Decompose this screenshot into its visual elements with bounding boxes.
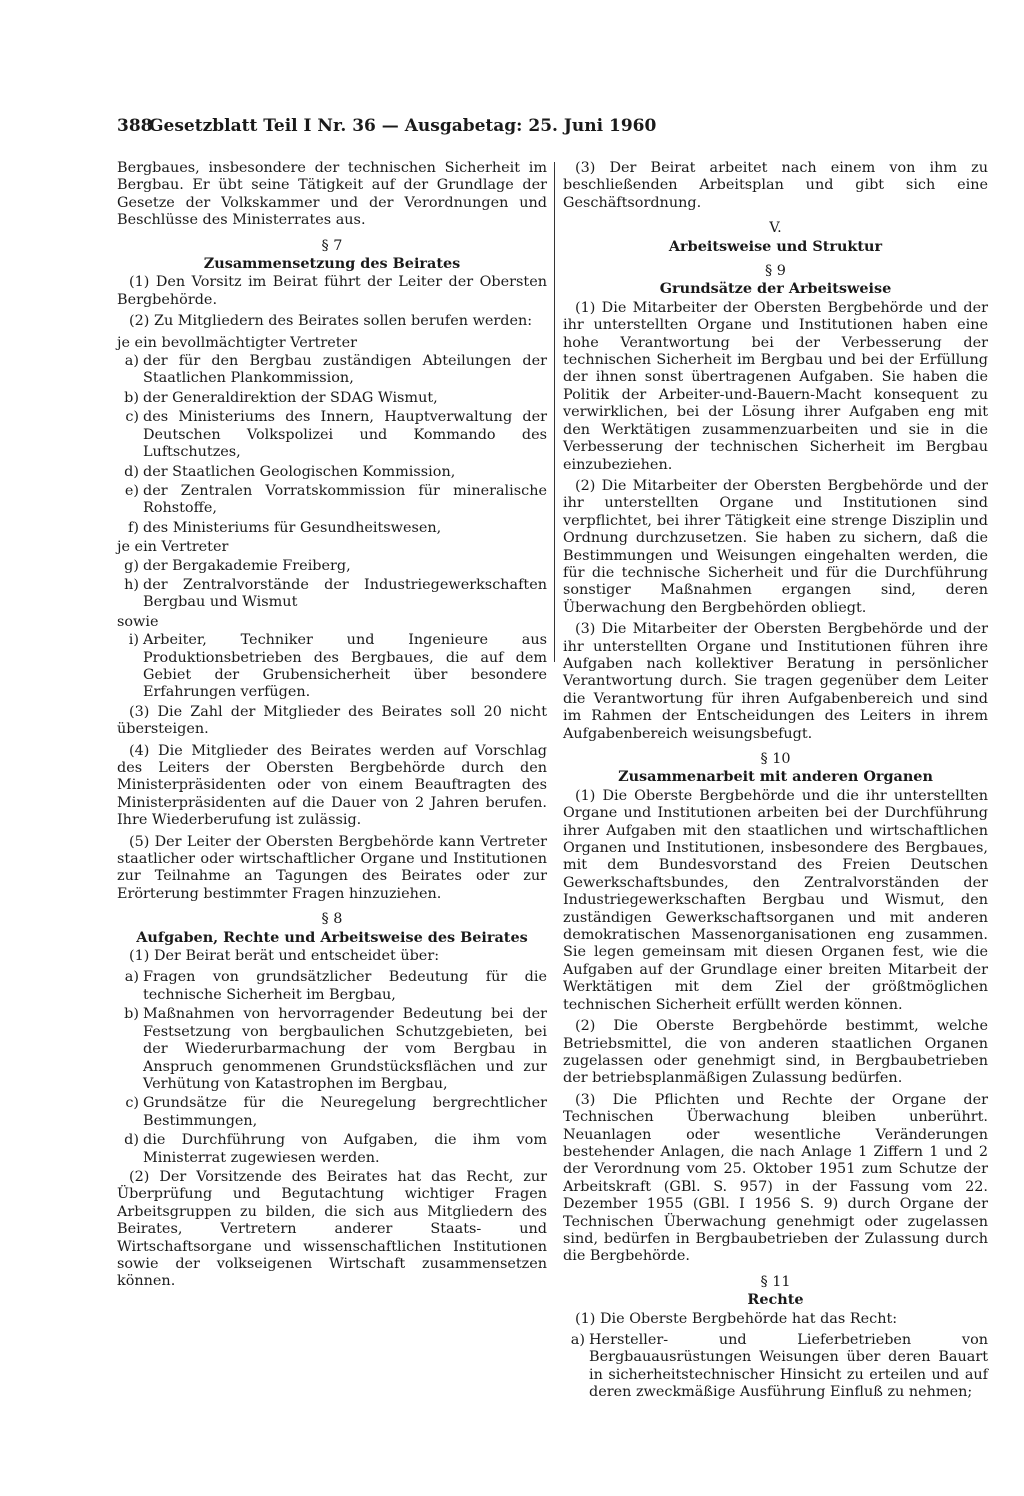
section-8-paragraph-3: (3) Der Beirat arbeitet nach einem von ihm zu beschließenden Arbeitsplan und gibt sich eine Geschäftsordnung. [563, 160, 988, 211]
section-7-number: § 7 [321, 237, 343, 254]
left-column [117, 160, 547, 1295]
group-label-1: je ein bevollmächtigter Vertreter [117, 334, 357, 351]
part-number: V. [769, 220, 782, 237]
section-10-paragraph-2: (2) Die Oberste Bergbehörde bestimmt, welche Betriebsmittel, die von anderen staatlichen Organen zugelassen oder genehmigt sind, in Bergbaubetrieben der betriebsplanmäßigen Zulassung bedürfen. [563, 1018, 988, 1087]
list-item-label: c) [125, 1095, 139, 1112]
header-title: Gesetzblatt Teil I Nr. 36 — Ausgabetag: 25. Juni 1960 [149, 116, 657, 136]
list-item-label: a) [124, 969, 139, 986]
list-item [117, 1132, 547, 1167]
section-8-number: § 8 [321, 911, 343, 928]
section-9-title: Grundsätze der Arbeitsweise [659, 280, 892, 298]
section-9-paragraph-3: (3) Die Mitarbeiter der Obersten Bergbehörde und der ihr unterstellten Organe und Institutionen führen ihre Aufgaben nach kollektiver Beratung in persönlicher Verantwortung durch. Sie tragen gegenüber dem Leiter die Verantwortung für ihren Aufgabenbereich und sind im Rahmen der Entscheidungen des Leiters in ihrem Aufgabenbereich weisungsbefugt. [563, 621, 988, 742]
list-item-text: Maßnahmen von hervorragender Bedeutung bei der Festsetzung von bergbaulichen Schutzgebieten, bei der Wiederurbarmachung der vom Bergbau in Anspruch genommenen Grundstücksflächen und zur Verhütung von Katastrophen im Bergbau, [143, 1006, 547, 1092]
list-item [117, 632, 547, 702]
section-7-paragraph-2: (2) Zu Mitgliedern des Beirates sollen berufen werden: [129, 313, 533, 330]
list-item-label: c) [125, 409, 139, 426]
list-item [117, 1095, 547, 1130]
section-8-title: Aufgaben, Rechte und Arbeitsweise des Beirates [136, 928, 528, 946]
list-item-label: g) [124, 557, 139, 574]
intro-paragraph: Bergbaues, insbesondere der technischen Sicherheit im Bergbau. Er übt seine Tätigkeit auf der Grundlage der Gesetze der Volkskammer und der Verordnungen und Beschlüsse des Ministerrates aus. [117, 160, 547, 229]
list-item-text: der für den Bergbau zuständigen Abteilungen der Staatlichen Plankommission, [143, 353, 547, 387]
section-10-number: § 10 [760, 751, 791, 767]
page-number: 388 [117, 116, 153, 136]
list-item-label: e) [124, 482, 139, 499]
list-item [117, 464, 547, 481]
list-item [117, 558, 547, 575]
list-item-text: des Ministeriums für Gesundheitswesen, [143, 519, 442, 536]
list-item [117, 483, 547, 518]
list-item-label: d) [124, 1132, 139, 1149]
section-7-paragraph-4: (4) Die Mitglieder des Beirates werden auf Vorschlag des Leiters der Obersten Bergbehörde durch den Ministerpräsidenten oder von einem Beauftragten des Ministerpräsidenten auf die Dauer von 2 Jahren berufen. Ihre Wiederberufung ist zulässig. [117, 742, 547, 829]
list-item-text: Grundsätze für die Neuregelung bergrechtlicher Bestimmungen, [143, 1095, 547, 1129]
list-item-text: Arbeiter, Techniker und Ingenieure aus Produktionsbetrieben des Bergbaues, die auf dem Gebiet der Grubensicherheit über besondere Erfahrungen verfügen. [143, 632, 547, 701]
group-label-2: je ein Vertreter [117, 539, 229, 556]
section-9-paragraph-2: (2) Die Mitarbeiter der Obersten Bergbehörde und der ihr unterstellten Organe und Institutionen sind verpflichtet, bei ihrer Tätigkeit eine strenge Disziplin und Ordnung durchzusetzen. Sie haben zu sichern, daß die Bestimmungen und Weisungen eingehalten werden, die für die technische Sicherheit und für die Durchführung sonstiger Maßnahmen ergangen sind, deren Überwachung den Bergbehörden obliegt. [563, 477, 988, 616]
list-item [117, 1006, 547, 1093]
list-item [117, 577, 547, 612]
section-11-number: § 11 [760, 1273, 791, 1290]
section-8-paragraph-1: (1) Der Beirat berät und entscheidet über: [129, 948, 440, 965]
list-item-label: b) [124, 389, 139, 406]
section-7-paragraph-3: (3) Die Zahl der Mitglieder des Beirates soll 20 nicht übersteigen. [117, 703, 547, 738]
right-column [563, 160, 988, 1404]
list-item-text: Fragen von grundsätzlicher Bedeutung für die technische Sicherheit im Bergbau, [143, 969, 547, 1003]
list-item [117, 409, 547, 461]
section-10-paragraph-1: (1) Die Oberste Bergbehörde und die ihr unterstellten Organe und Institutionen arbeiten bei der Durchführung ihrer Aufgaben mit den staatlichen und wirtschaftlichen Organen und Institutionen, insbesondere des Bergbaues, mit dem Bundesvorstand des Freien Deutschen Gewerkschaftsbundes, den Zentralvorständen der Industriegewerkschaften Bergbau und Wismut, den zuständigen Gewerkschaftsorganen und mit anderen demokratischen Massenorganisationen eng zusammen. Sie legen gemeinsam mit diesen Organen fest, wie die Aufgaben auf der Grundlage einer breiten Mitarbeit der Werktätigen mit dem Ziel der größtmöglichen technischen Sicherheit erfüllt werden können. [563, 787, 988, 1013]
list-item-label: a) [570, 1332, 585, 1348]
list-item-label: f) [128, 519, 139, 536]
list-item-text: die Durchführung von Aufgaben, die ihm vom Ministerrat zugewiesen werden. [143, 1132, 547, 1166]
list-item-text: des Ministeriums des Innern, Hauptverwaltung der Deutschen Volkspolizei und Kommando des Luftschutzes, [143, 409, 547, 461]
group-label-3: sowie [117, 613, 159, 630]
list-item [117, 353, 547, 388]
list-item-text: der Zentralen Vorratskommission für mineralische Rohstoffe, [143, 482, 547, 517]
list-item-label: h) [124, 576, 139, 593]
list-item-text: der Staatlichen Geologischen Kommission, [143, 463, 456, 480]
list-item-label: b) [124, 1006, 139, 1023]
section-9-paragraph-1: (1) Die Mitarbeiter der Obersten Bergbehörde und der ihr unterstellten Organe und Institutionen haben eine hohe Verantwortung bei der Verbesserung der technischen Sicherheit im Bergbau und bei der Erfüllung der ihnen sonst übertragenen Aufgaben. Sie haben die Politik der Arbeiter-und-Bauern-Macht konsequent zu verwirklichen, bei der Lösung ihrer Aufgaben eng mit den Werktätigen zusammenzuarbeiten und sie in die Verbesserung der technischen Sicherheit im Bergbau einzubeziehen. [563, 299, 988, 473]
list-item [117, 520, 547, 537]
section-7-title: Zusammensetzung des Beirates [203, 255, 461, 273]
section-9-number: § 9 [765, 263, 786, 280]
column-divider [554, 162, 555, 662]
list-item-text: der Bergakademie Freiberg, [143, 557, 351, 574]
list-item-label: i) [128, 632, 139, 649]
list-item-label: a) [124, 353, 139, 370]
list-item [117, 969, 547, 1004]
section-10-title: Zusammenarbeit mit anderen Organen [618, 768, 933, 786]
section-11-title: Rechte [747, 1291, 804, 1309]
section-11-paragraph-1: (1) Die Oberste Bergbehörde hat das Recht: [575, 1310, 898, 1327]
list-item-text: der Zentralvorstände der Industriegewerkschaften Bergbau und Wismut [143, 576, 547, 611]
list-item-text: Hersteller- und Lieferbetrieben von Bergbauausrüstungen Weisungen über deren Bauart in sicherheitstechnischer Hinsicht zu erteilen und auf deren zweckmäßige Ausführung Einfluß zu nehmen; [589, 1332, 988, 1401]
section-10-paragraph-3: (3) Die Pflichten und Rechte der Organe der Technischen Überwachung bleiben unberührt. Neuanlagen oder wesentliche Veränderungen bestehender Anlagen, die nach Anlage 1 Ziffern 1 und 2 der Verordnung vom 25. Oktober 1951 zum Schutze der Arbeitskraft (GBl. S. 957) in der Fassung vom 22. Dezember 1955 (GBl. I 1956 S. 9) durch Organe der Technischen Überwachung genehmigt oder zugelassen sind, bedürfen in Bergbaubetrieben der Zulassung durch die Bergbehörde. [563, 1091, 988, 1265]
section-7-paragraph-1: (1) Den Vorsitz im Beirat führt der Leiter der Obersten Bergbehörde. [117, 274, 547, 308]
part-title: Arbeitsweise und Struktur [668, 237, 883, 255]
list-item [117, 390, 547, 407]
list-item [563, 1332, 988, 1402]
list-item-text: der Generaldirektion der SDAG Wismut, [143, 389, 438, 406]
section-8-paragraph-2: (2) Der Vorsitzende des Beirates hat das Recht, zur Überprüfung und Begutachtung wichtiger Fragen Arbeitsgruppen zu bilden, die sich aus Mitgliedern des Beirates, Vertretern anderer Staats- und Wirtschaftsorgane und wissenschaftlichen Institutionen sowie der volkseigenen Wirtschaft zusammensetzen können. [117, 1168, 547, 1290]
list-item-label: d) [124, 463, 139, 480]
section-7-paragraph-5: (5) Der Leiter der Obersten Bergbehörde kann Vertreter staatlicher oder wirtschaftlicher Organe und Institutionen zur Teilnahme an Tagungen des Beirates oder zur Erörterung bestimmter Fragen hinzuziehen. [117, 833, 547, 902]
